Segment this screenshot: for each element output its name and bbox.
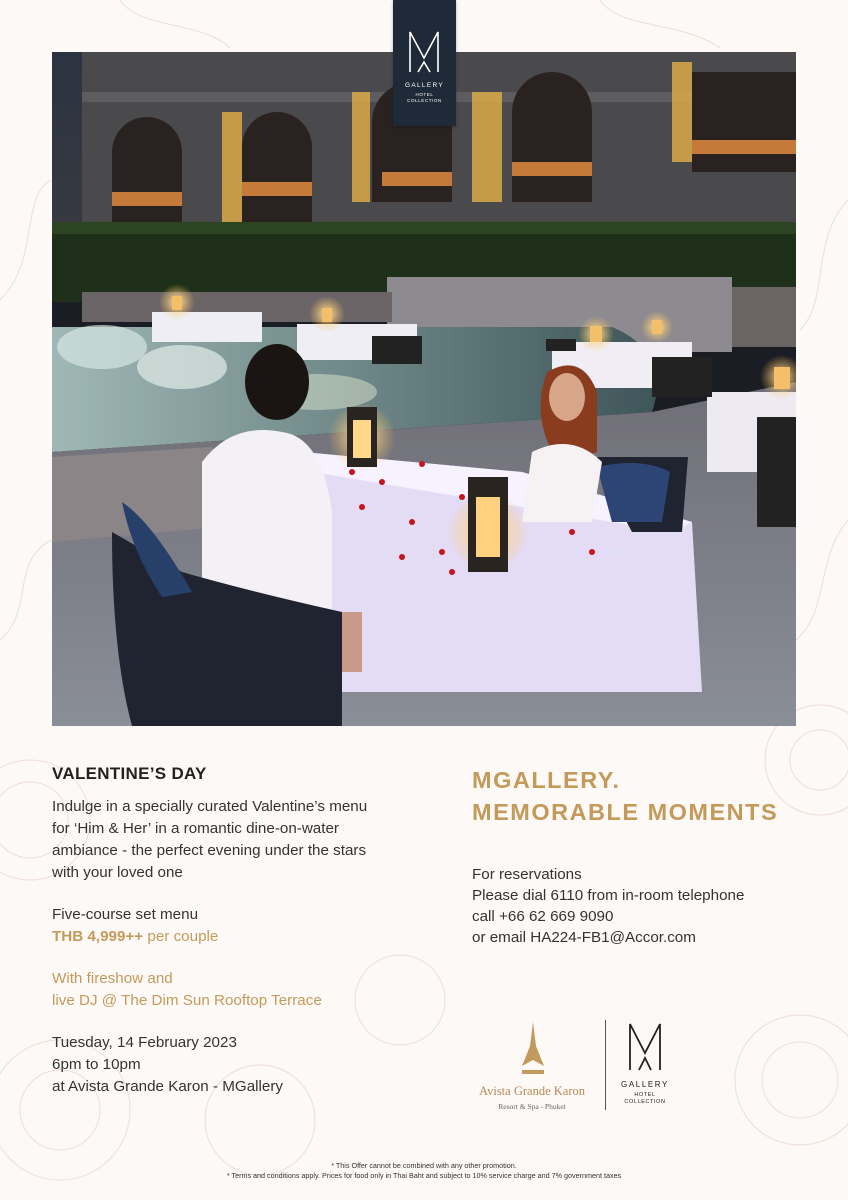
reservation-panel [472, 764, 812, 948]
extras-line: With fireshow and [52, 970, 173, 987]
intro-line: ambiance - the perfect evening under the stars [52, 842, 367, 859]
headline [472, 764, 812, 828]
avista-tagline: Resort & Spa - Phuket [498, 1102, 566, 1111]
headline-line: MGALLERY. [472, 767, 621, 793]
mgallery-sub-line: COLLECTION [624, 1099, 666, 1105]
intro-line: for ‘Him & Her’ in a romantic dine-on-water [52, 820, 339, 837]
reservation-phone[interactable]: call +66 62 669 9090 [472, 908, 614, 925]
venue-line: at Avista Grande Karon - MGallery [52, 1078, 284, 1095]
reservation-label: For reservations [472, 866, 582, 883]
event-date [52, 1032, 432, 1098]
footer-line: * This Offer cannot be combined with any other promotion. [331, 1161, 517, 1170]
hero-photo [52, 52, 796, 726]
reservation-email[interactable]: or email HA224-FB1@Accor.com [472, 929, 696, 946]
terms-footer [0, 1161, 848, 1181]
event-details [52, 764, 432, 1098]
logo-divider [605, 1020, 606, 1110]
mgallery-logo-tab [393, 0, 456, 126]
mgallery-subtitle [612, 1092, 678, 1106]
logo-brand-text: GALLERY [405, 82, 444, 89]
avista-name: Avista Grande Karon [479, 1084, 585, 1098]
reservation-info [472, 864, 812, 948]
price-line [52, 926, 432, 948]
mgallery-m-icon [627, 1020, 663, 1072]
mgallery-sub-line: HOTEL [634, 1092, 656, 1098]
intro-line: Indulge in a specially curated Valentine’s menu [52, 798, 368, 815]
footer-line: * Terms and conditions apply. Prices for food only in Thai Baht and subject to 10% service charge and 7% government taxes [226, 1171, 622, 1180]
avista-logo [470, 1020, 594, 1115]
avista-spire-icon [518, 1022, 548, 1078]
reservation-dial: Please dial 6110 from in-room telephone [472, 887, 745, 904]
logo-sub-line: COLLECTION [407, 98, 442, 103]
extras-line: live DJ @ The Dim Sun Rooftop Terrace [52, 992, 322, 1009]
mgallery-m-icon [407, 28, 441, 74]
date-line: Tuesday, 14 February 2023 [52, 1034, 237, 1051]
price-suffix: per couple [143, 928, 219, 945]
mgallery-logo [612, 1018, 678, 1114]
logo-subtitle [393, 92, 456, 104]
time-line: 6pm to 10pm [52, 1056, 141, 1073]
price-amount: THB 4,999++ [52, 928, 144, 945]
menu-label: Five-course set menu [52, 906, 199, 923]
headline-line: MEMORABLE MOMENTS [472, 799, 779, 825]
logo-sub-line: HOTEL [415, 92, 434, 97]
intro-line: with your loved one [52, 864, 183, 881]
event-intro [52, 796, 432, 884]
mgallery-brand-text: GALLERY [621, 1080, 669, 1089]
event-title: VALENTINE’S DAY [52, 764, 207, 783]
event-extras [52, 968, 432, 1012]
